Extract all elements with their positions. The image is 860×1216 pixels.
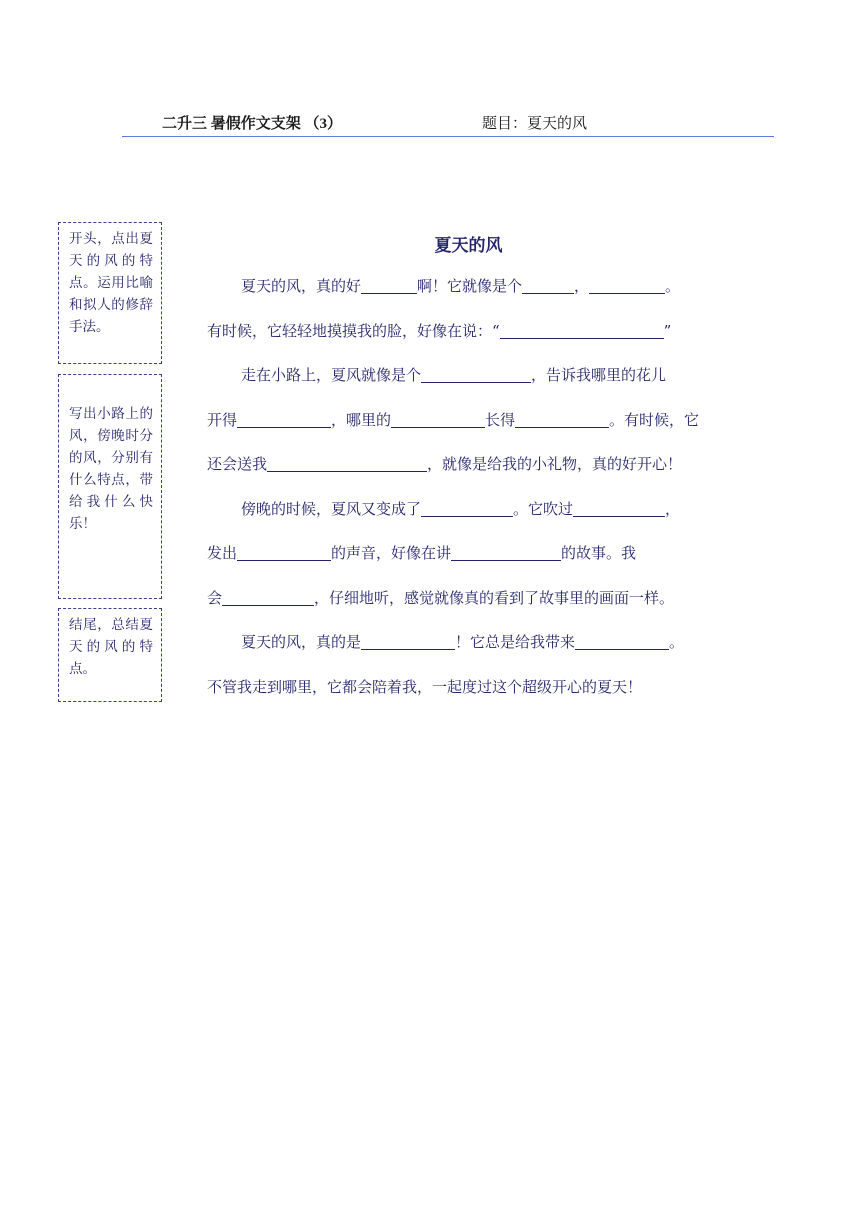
- fill-in-blank[interactable]: [222, 587, 314, 606]
- essay-text: 还会送我: [207, 455, 268, 473]
- essay-text: 有时候，它轻轻地摸摸我的脸，好像在说：“: [207, 321, 500, 340]
- essay-line: [207, 665, 730, 710]
- fill-in-blank[interactable]: [500, 320, 664, 339]
- fill-in-blank[interactable]: [237, 409, 331, 428]
- essay-line: [207, 264, 730, 309]
- essay-text: ，: [665, 499, 681, 518]
- essay-text: 啊！它就像是个: [417, 277, 523, 295]
- essay-line: [207, 309, 730, 354]
- fill-in-blank[interactable]: [421, 364, 531, 383]
- essay-text: ，就像是给我的小礼物，真的好开心！: [427, 455, 683, 473]
- essay-text: 会: [207, 588, 223, 607]
- essay-body: [207, 228, 730, 709]
- essay-text: ”: [663, 321, 672, 340]
- fill-in-blank[interactable]: [573, 498, 665, 517]
- essay-text: ！它总是给我带来: [455, 633, 576, 651]
- fill-in-blank[interactable]: [361, 631, 455, 650]
- fill-in-blank[interactable]: [267, 453, 427, 472]
- essay-text: 夏天的风，真的好: [241, 277, 362, 295]
- essay-text: 。: [665, 277, 681, 295]
- essay-line: [207, 620, 730, 665]
- essay-text: 。: [669, 633, 685, 651]
- fill-in-blank[interactable]: [451, 542, 561, 561]
- page-header: [122, 110, 774, 137]
- fill-in-blank[interactable]: [361, 275, 417, 294]
- essay-text: 长得: [485, 410, 516, 429]
- essay-text: 夏天的风，真的是: [241, 633, 362, 651]
- ending-guide-note: 结尾，总结夏天的风的特点。: [58, 608, 162, 702]
- fill-in-blank[interactable]: [515, 409, 609, 428]
- essay-line: [207, 576, 730, 621]
- essay-text: ，哪里的: [331, 410, 392, 429]
- essay-text: 不管我走到哪里，它都会陪着我，一起度过这个超级开心的夏天！: [207, 677, 643, 696]
- essay-text: 发出: [207, 544, 238, 562]
- essay-line: [207, 398, 730, 443]
- essay-text: 开得: [207, 410, 238, 429]
- fill-in-blank[interactable]: [421, 498, 513, 517]
- essay-text: ，告诉我哪里的花儿: [531, 366, 667, 384]
- fill-in-blank[interactable]: [589, 275, 665, 294]
- essay-text: 。有时候，它: [609, 410, 700, 429]
- worksheet-title: 二升三 暑假作文支架 （3）: [162, 116, 343, 132]
- essay-text: 。它吹过: [513, 499, 574, 518]
- essay-text: 的声音，好像在讲: [331, 544, 452, 562]
- essay-text: 傍晚的时候，夏风又变成了: [241, 499, 422, 518]
- essay-line: [207, 442, 730, 487]
- middle-guide-note: 写出小路上的风，傍晚时分的风，分别有什么特点，带给我什么快乐！: [58, 374, 162, 599]
- essay-text: ，: [574, 277, 590, 295]
- fill-in-blank[interactable]: [237, 542, 331, 561]
- fill-in-blank[interactable]: [391, 409, 485, 428]
- essay-text: 的故事。我: [561, 544, 637, 562]
- topic-label: 题目：夏天的风: [482, 116, 588, 132]
- essay-text: 走在小路上，夏风就像是个: [241, 366, 422, 384]
- essay-line: [207, 531, 730, 576]
- essay-text: ，仔细地听，感觉就像真的看到了故事里的画面一样。: [314, 588, 675, 607]
- opening-guide-note: 开头，点出夏天的风的特点。运用比喻和拟人的修辞手法。: [58, 222, 162, 364]
- essay-line: [207, 353, 730, 398]
- fill-in-blank[interactable]: [522, 275, 574, 294]
- fill-in-blank[interactable]: [575, 631, 669, 650]
- essay-line: [207, 487, 730, 532]
- essay-title: 夏天的风: [434, 236, 503, 256]
